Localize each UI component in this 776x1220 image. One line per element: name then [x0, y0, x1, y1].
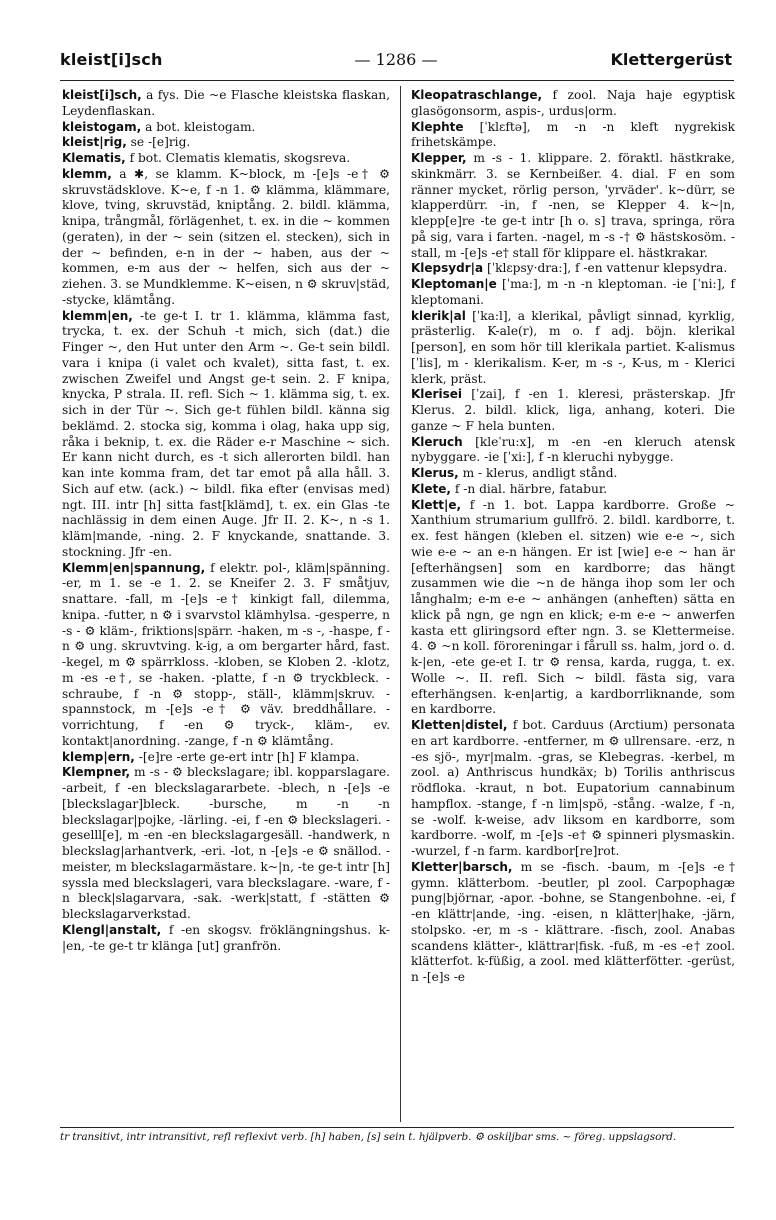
- entry-headword: Klephte: [411, 119, 464, 134]
- dictionary-entry: [411, 261, 735, 277]
- entry-headword: klemm|en,: [62, 308, 133, 323]
- entry-headword: kleist[i]sch,: [62, 88, 142, 102]
- dictionary-entry: [62, 88, 390, 120]
- entry-definition: [ˈka:l], a klerikal, påvligt sinnad, kyrklig, prästerlig. K-ale(r), m o. f adj. böjn. klerikal [person], en som hör till klerikala partiet. K-alismus [ˈlis], m - klerikalism. K-er, m -s -, K-us, m - Klerici klerk, präst.: [411, 308, 735, 386]
- column-divider: [400, 86, 401, 1122]
- dictionary-entry: [62, 151, 390, 167]
- entry-definition: [ˈma:], m -n -n kleptoman. -ie [ˈni:], f kleptomani.: [411, 277, 735, 307]
- entry-headword: Klemm|en|spannung,: [62, 560, 206, 575]
- entry-headword: Klett|e,: [411, 497, 462, 512]
- entry-headword: Kleruch: [411, 434, 463, 449]
- entry-definition: a fys. Die ~e Flasche kleistska flaskan, Leydenflaskan.: [62, 88, 390, 118]
- dictionary-entry: [411, 309, 735, 388]
- entry-headword: Klematis,: [62, 151, 126, 165]
- entry-definition: f -n 1. bot. Lappa kardborre. Große ~ Xanthium strumarium gullfrö. 2. bildl. kardborre, t. ex. fest hängen (kleben el. sitzen) wie e-e ~, sich wie e-e ~ an e-n hängen. Er ist [wie] e-e ~ han är [efterhängsen] som en kardborre; das hängt zusammen wie die ~n de hänga ihop som ler och långhalm; e-m e-e ~ anhängen (anheften) sätta en klick på ngn, ge ngn en klick; e-m e-e ~ anwerfen kasta ett gliringsord efter ngn. 3. se Klettermeise. 4. ⚙ ~n koll. föroreningar i fårull ss. halm, jord o. d. k-|en, -ete ge-et I. tr ⚙ rensa, karda, rugga, t. ex. Wolle ~. II. refl. Sich ~ bildl. fästa sig, vara efterhängsen. k-en|artig, a kardborrliknande, som en kardborre.: [411, 497, 735, 717]
- entry-definition: m -s - ⚙ bleckslagare; ibl. kopparslagare. -arbeit, f -en bleckslagararbete. -blech, n -[e]s -e [bleckslagar]bleck. -bursche, m -n -n bleckslagar|pojke, -lärling. -ei, f -en ⚙ bleckslageri. -geselll[e], m -en -en bleckslagargesäll. -handwerk, n bleckslag|arhantverk, -eri. -lot, n -[e]s -e ⚙ snällod. -meister, m bleckslagarmästare. k~|n, -te ge-t intr [h] syssla med bleckslageri, vara bleckslagare. -ware, f -n bleck|slagarvara, -sak. -werk|statt, f -stätten ⚙ bleckslagarverkstad.: [62, 765, 390, 921]
- header-first-entry: kleist[i]sch: [60, 50, 163, 69]
- entry-definition: se -[e]rig.: [126, 135, 191, 150]
- entry-definition: [ˈzai], f -en 1. kleresi, prästerskap. Jfr Klerus. 2. bildl. klick, liga, anhang, koteri. Die ganze ~ F hela bunten.: [411, 387, 735, 433]
- entry-headword: Klengl|anstalt,: [62, 922, 162, 937]
- dictionary-entry: [62, 765, 390, 923]
- dictionary-entry: [411, 718, 735, 860]
- dictionary-entry: [62, 120, 390, 136]
- abbreviation-footer: tr transitivt, intr intransitivt, refl reflexivt verb. [h] haben, [s] sein t. hjälpverb. ⚙ oskiljbar sms. ~ föreg. uppslagsord.: [60, 1131, 677, 1143]
- entry-headword: kleistogam,: [62, 119, 142, 134]
- entry-headword: klemp|ern,: [62, 749, 135, 764]
- page-header: [60, 50, 732, 74]
- entry-definition: f bot. Carduus (Arctium) personata en art kardborre. -entferner, m ⚙ ullrensare. -erz, n -es sjö-, myr|malm. -gras, se Klebegras. -kerbel, m zool. a) Anthriscus hundkäx; b) Torilis anthriscus rödfloka. -kraut, n bot. Eupatorium cannabinum hampflox. -stange, f -n lim|spö, -stång. -walze, f -n, se -wolf. k-weise, adv liksom en kardborre, som kardborre. -wolf, m -[e]s -e† ⚙ spinneri plysmaskin. -wurzel, f -n farm. kardbor[re]rot.: [411, 718, 735, 858]
- entry-headword: Klepsydr|a: [411, 261, 484, 276]
- dictionary-entry: [62, 561, 390, 750]
- entry-headword: Klempner,: [62, 765, 131, 780]
- entry-definition: f bot. Clematis klematis, skogsreva.: [125, 151, 351, 165]
- dictionary-entry: [411, 435, 735, 467]
- entry-definition: f zool. Naja haje egyptisk glasögonsorm, aspis-, urdus|orm.: [411, 88, 735, 118]
- header-last-entry: Klettergerüst: [610, 50, 732, 69]
- dictionary-entry: [62, 923, 390, 955]
- entry-headword: Klerus,: [411, 466, 459, 480]
- dictionary-entry: [411, 387, 735, 434]
- entry-headword: Kleopatraschlange,: [411, 88, 543, 102]
- entry-headword: Kleptoman|e: [411, 277, 497, 291]
- entry-headword: Kletten|distel,: [411, 718, 508, 732]
- entry-headword: kleist|rig,: [62, 135, 127, 150]
- entry-definition: f -n dial. härbre, fatabur.: [450, 481, 608, 496]
- entry-definition: [ˈklɛftə], m -n -n kleft nygrekisk frihetskämpe.: [411, 119, 735, 150]
- dictionary-entry: [62, 309, 390, 561]
- entry-headword: klerik|al: [411, 308, 466, 323]
- entry-headword: Klete,: [411, 481, 451, 496]
- entry-definition: [ˈklɛpsy·dra:], f -en vattenur klepsydra.: [483, 261, 728, 276]
- dictionary-entry: [411, 151, 735, 261]
- right-column: [411, 88, 735, 986]
- dictionary-entry: [411, 277, 735, 309]
- entry-headword: Kletter|barsch,: [411, 859, 513, 874]
- entry-definition: f -en skogsv. fröklängningshus. k-|en, -te ge-t tr klänga [ut] granfrön.: [62, 922, 390, 953]
- dictionary-entry: [62, 750, 390, 766]
- dictionary-entry: [411, 498, 735, 719]
- entry-definition: [kleˈru:x], m -en -en kleruch atensk nybyggare. -ie [ˈxi:], f -n kleruchi nybygge.: [411, 434, 735, 465]
- dictionary-entry: [62, 135, 390, 151]
- dictionary-entry: [411, 120, 735, 152]
- dictionary-entry: [62, 167, 390, 309]
- dictionary-entry: [411, 482, 735, 498]
- entry-headword: klemm,: [62, 166, 112, 181]
- entry-definition: -te ge-t I. tr 1. klämma, klämma fast, trycka, t. ex. der Schuh -t mich, sich (dat.) die Finger ~, den Hut unter den Arm ~. Ge-t sein bildl. vara i knipa (i valet och kvalet), sitta fast, t. ex. zwischen Zweifel und Angst ge-t sein. 2. F knipa, knycka, P strala. II. refl. Sich ~ 1. klämma sig, t. ex. sich in der Tür ~. Sich ge-t fühlen bildl. känna sig beklämd. 2. stocka sig, komma i olag, haka upp sig, råka i beknip, t. ex. die Räder e-r Maschine ~ sich. Er kann nicht durch, es -t sich allerorten bildl. han kan inte komma fram, det tar emot på alla håll. 3. Sich auf etw. (ack.) ~ bildl. fika efter (envisas med) ngt. III. intr [h] sitta fast[klämd], t. ex. ein Glas -te nachlässig in dem einen Auge. Jfr II. 2. K~, n -s 1. kläm|mande, -ning. 2. F knyckande, snattande. 3. stockning. Jfr -en.: [62, 308, 390, 559]
- dictionary-entry: [411, 88, 735, 120]
- entry-definition: m - klerus, andligt stånd.: [458, 466, 618, 480]
- entry-definition: m se -fisch. -baum, m -[e]s -e† gymn. klätterbom. -beutler, pl zool. Carpophagæ pung|björnar, -apor. -bohne, se Stangenbohne. -ei, f -en klättr|ande, -ing. -eisen, n klätter|hake, -järn, stolpsko. -er, m -s - klättrare. -fisch, zool. Anabas scandens klätter-, klättrar|fisk. -fuß, m -es -e† zool. klätterfot. k-füßig, a zool. med klätterfötter. -gerüst, n -[e]s -e: [411, 859, 735, 984]
- entry-definition: f elektr. pol-, kläm|spänning. -er, m 1. se -e 1. 2. se Kneifer 2. 3. F småtjuv, snattare. -fall, m -[e]s -e† kinkigt fall, dilemma, knipa. -futter, n ⚙ i svarvstol klämhylsa. -gesperre, n -s - ⚙ kläm-, friktions|spärr. -haken, m -s -, -haspe, f -n ⚙ ung. skruvtving. k-ig, a om bergarter hård, fast. -kegel, m ⚙ spärrkloss. -kloben, se Kloben 2. -klotz, m -es -e†, se -haken. -platte, f -n ⚙ tryckbleck. -schraube, f -n ⚙ stopp-, ställ-, klämm|skruv. -spannstock, m -[e]s -e† ⚙ väv. breddhållare. -vorrichtung, f -en ⚙ tryck-, kläm-, ev. kontakt|anordning. -zange, f -n ⚙ klämtång.: [62, 560, 390, 748]
- entry-definition: a ✱, se klamm. K~block, m -[e]s -e† ⚙ skruvstädsklove. K~e, f -n 1. ⚙ klämma, klämmare, klove, tving, skruvstäd, kniptång. 2. bildl. klämma, knipa, trångmål, förlägenhet, t. ex. in die ~ kommen (geraten), in der ~ sein (sitzen el. stecken), sich in der ~ befinden, e-n in der ~ haben, aus der ~ kommen, e-m aus der ~ helfen, sich aus der ~ ziehen. 3. se Mundklemme. K~eisen, n ⚙ skruv|städ, -stycke, klämtång.: [62, 166, 390, 307]
- entry-headword: Klepper,: [411, 151, 467, 165]
- entry-definition: -[e]re -erte ge-ert intr [h] F klampa.: [134, 749, 360, 764]
- entry-definition: m -s - 1. klippare. 2. föraktl. hästkrake, skinkmärr. 3. se Kernbeißer. 4. dial. F en som ränner mycket, rörlig person, 'yrväder'. k~dürr, se klapperdürr. -in, f -nen, se Klepper 4. k~|n, klepp[e]re -te ge-t intr [h o. s] trava, springa, röra på sig, vara i farten. -nagel, m -s -† ⚙ hästskosöm. -stall, m -[e]s -e† stall för klippare el. hästkrakar.: [411, 151, 735, 260]
- dictionary-entry: [411, 466, 735, 482]
- entry-definition: a bot. kleistogam.: [141, 119, 256, 134]
- entry-headword: Klerisei: [411, 387, 462, 402]
- page-number: — 1286 —: [354, 50, 438, 69]
- dictionary-entry: [411, 860, 735, 986]
- footer-rule: [60, 1127, 734, 1128]
- left-column: [62, 88, 390, 954]
- header-rule: [60, 80, 734, 81]
